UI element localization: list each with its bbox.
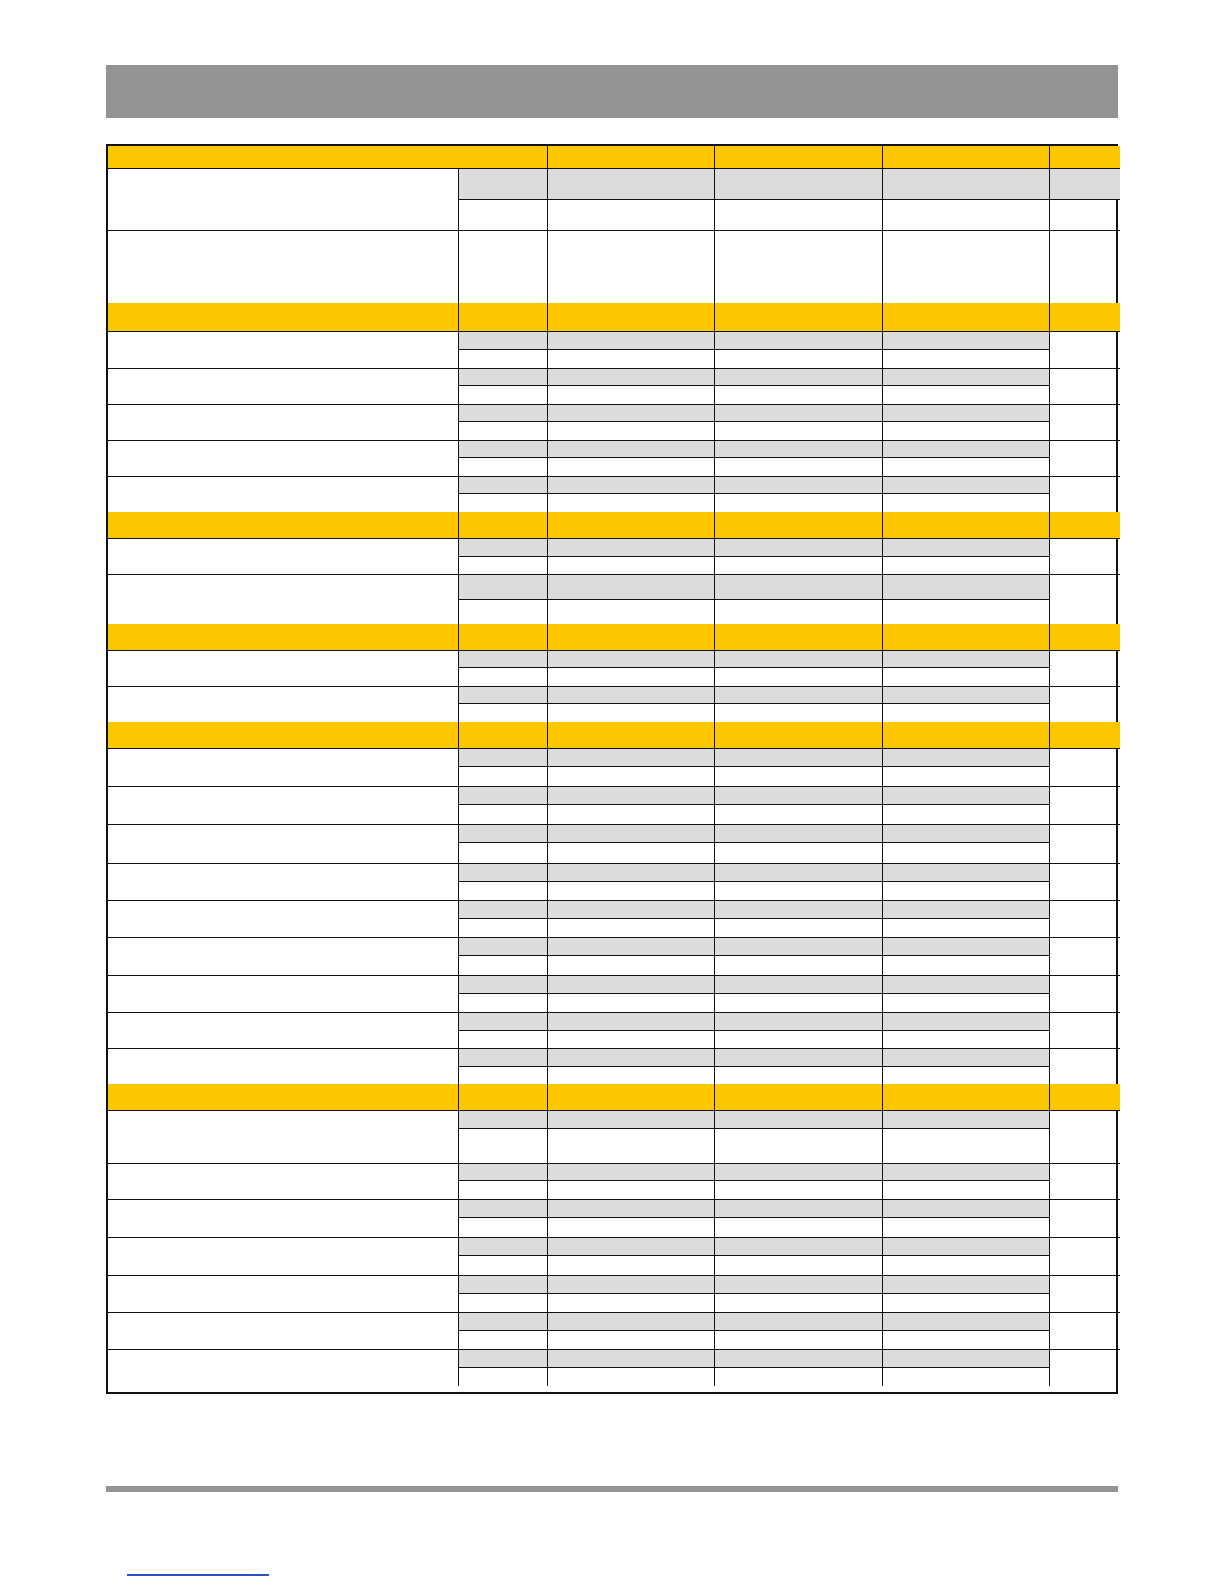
cell-divider: [1049, 863, 1050, 900]
cell-divider: [882, 538, 883, 574]
cell-divider: [882, 331, 883, 368]
header-divider: [1049, 512, 1050, 538]
section-header-4: [108, 624, 1120, 650]
cell-divider: [714, 824, 715, 863]
cell-divider: [547, 1163, 548, 1199]
header-divider: [1049, 146, 1050, 168]
cell-divider: [882, 748, 883, 786]
cell-divider: [714, 538, 715, 574]
header-divider: [1049, 1084, 1050, 1110]
cell-divider: [1049, 331, 1050, 368]
cell-divider: [714, 331, 715, 368]
cell-divider: [1049, 686, 1050, 722]
header-divider: [714, 722, 715, 748]
cell-divider: [882, 168, 883, 230]
cell-divider: [882, 1349, 883, 1386]
cell-divider: [1049, 1237, 1050, 1275]
cell-divider: [882, 1275, 883, 1312]
header-divider: [1049, 624, 1050, 650]
cell-divider: [547, 1237, 548, 1275]
cell-divider: [714, 1237, 715, 1275]
header-divider: [714, 146, 715, 168]
cell-divider: [714, 1163, 715, 1199]
header-divider: [882, 1084, 883, 1110]
cell-divider: [458, 1012, 459, 1048]
cell-divider: [458, 1110, 459, 1163]
section-header-1: [108, 146, 1120, 168]
cell-divider: [1049, 230, 1050, 303]
cell-divider: [547, 900, 548, 937]
row-label-6-5: [112, 1277, 454, 1310]
cell-divider: [458, 230, 459, 303]
cell-divider: [458, 1237, 459, 1275]
cell-divider: [547, 748, 548, 786]
row-label-5-7: [112, 977, 454, 1010]
section-header-2: [108, 303, 1120, 331]
row-bottom-rule: [108, 230, 1120, 231]
cell-divider: [547, 786, 548, 824]
cell-divider: [714, 168, 715, 230]
cell-divider: [882, 900, 883, 937]
cell-divider: [458, 476, 459, 512]
cell-divider: [1049, 1275, 1050, 1312]
cell-divider: [882, 975, 883, 1012]
cell-divider: [458, 1312, 459, 1349]
row-label-6-2: [112, 1165, 454, 1197]
cell-divider: [547, 975, 548, 1012]
cell-divider: [714, 368, 715, 404]
footer-divider: [106, 1486, 1118, 1492]
cell-divider: [458, 331, 459, 368]
cell-divider: [547, 538, 548, 574]
section-header-6: [108, 1084, 1120, 1110]
cell-divider: [458, 1199, 459, 1237]
cell-divider: [882, 1312, 883, 1349]
cell-divider: [714, 650, 715, 686]
cell-divider: [458, 786, 459, 824]
cell-divider: [547, 937, 548, 975]
cell-divider: [1049, 368, 1050, 404]
row-label-5-3: [112, 826, 454, 861]
header-divider: [547, 303, 548, 331]
cell-divider: [1049, 476, 1050, 512]
cell-divider: [714, 863, 715, 900]
cell-divider: [1049, 168, 1050, 230]
cell-divider: [547, 574, 548, 624]
cell-divider: [547, 1275, 548, 1312]
cell-divider: [714, 440, 715, 476]
cell-divider: [1049, 824, 1050, 863]
header-divider: [458, 303, 459, 331]
cell-divider: [882, 824, 883, 863]
row-label-5-4: [112, 865, 454, 898]
cell-divider: [458, 368, 459, 404]
cell-divider: [458, 863, 459, 900]
cell-divider: [714, 1110, 715, 1163]
header-divider: [547, 624, 548, 650]
cell-divider: [882, 1163, 883, 1199]
cell-divider: [458, 1163, 459, 1199]
cell-divider: [458, 650, 459, 686]
header-divider: [547, 1084, 548, 1110]
cell-divider: [547, 1110, 548, 1163]
cell-divider: [714, 1275, 715, 1312]
row-label-2-2: [112, 370, 454, 402]
row-label-3-2: [112, 576, 454, 622]
cell-divider: [458, 440, 459, 476]
row-shaded-band: [458, 169, 1120, 199]
section-header-3: [108, 512, 1120, 538]
cell-divider: [1049, 1048, 1050, 1084]
cell-divider: [1049, 1199, 1050, 1237]
row-label-1-1: [112, 170, 454, 228]
cell-divider: [882, 230, 883, 303]
header-divider: [1049, 722, 1050, 748]
cell-divider: [1049, 574, 1050, 624]
footer-link[interactable]: [127, 1574, 269, 1576]
row-mid-rule: [458, 199, 1120, 200]
row-label-6-7: [112, 1351, 454, 1384]
cell-divider: [547, 1048, 548, 1084]
cell-divider: [714, 230, 715, 303]
cell-divider: [547, 824, 548, 863]
cell-divider: [547, 863, 548, 900]
header-divider: [882, 722, 883, 748]
header-divider: [547, 512, 548, 538]
cell-divider: [1049, 440, 1050, 476]
header-divider: [882, 303, 883, 331]
cell-divider: [882, 1199, 883, 1237]
cell-divider: [547, 1012, 548, 1048]
cell-divider: [1049, 900, 1050, 937]
row-label-2-5: [112, 478, 454, 510]
cell-divider: [882, 650, 883, 686]
header-divider: [547, 722, 548, 748]
row-label-6-3: [112, 1201, 454, 1235]
cell-divider: [458, 748, 459, 786]
row-label-6-6: [112, 1314, 454, 1347]
row-label-5-5: [112, 902, 454, 935]
cell-divider: [1049, 786, 1050, 824]
row-label-4-1: [112, 652, 454, 684]
spec-table: [106, 144, 1118, 1394]
header-divider: [882, 624, 883, 650]
cell-divider: [458, 1048, 459, 1084]
cell-divider: [882, 368, 883, 404]
header-divider: [547, 146, 548, 168]
cell-divider: [714, 900, 715, 937]
cell-divider: [882, 574, 883, 624]
row-label-5-9: [112, 1050, 454, 1082]
cell-divider: [547, 650, 548, 686]
header-divider: [714, 303, 715, 331]
header-divider: [882, 512, 883, 538]
cell-divider: [714, 937, 715, 975]
cell-divider: [1049, 1163, 1050, 1199]
cell-divider: [458, 1349, 459, 1386]
header-divider: [714, 624, 715, 650]
cell-divider: [714, 1199, 715, 1237]
cell-divider: [547, 1312, 548, 1349]
cell-divider: [547, 331, 548, 368]
cell-divider: [714, 574, 715, 624]
row-label-5-6: [112, 939, 454, 973]
cell-divider: [547, 168, 548, 230]
header-divider: [882, 146, 883, 168]
cell-divider: [547, 368, 548, 404]
header-divider: [458, 1084, 459, 1110]
row-label-1-2: [112, 232, 454, 301]
cell-divider: [1049, 1110, 1050, 1163]
row-label-5-1: [112, 750, 454, 784]
header-divider: [714, 1084, 715, 1110]
cell-divider: [547, 440, 548, 476]
cell-divider: [458, 686, 459, 722]
cell-divider: [1049, 1312, 1050, 1349]
row-label-6-1: [112, 1112, 454, 1161]
cell-divider: [882, 1110, 883, 1163]
header-divider: [714, 512, 715, 538]
row-label-4-2: [112, 688, 454, 720]
cell-divider: [1049, 937, 1050, 975]
cell-divider: [714, 975, 715, 1012]
cell-divider: [882, 786, 883, 824]
cell-divider: [714, 786, 715, 824]
cell-divider: [714, 404, 715, 440]
section-header-5: [108, 722, 1120, 748]
cell-divider: [714, 476, 715, 512]
cell-divider: [547, 1349, 548, 1386]
cell-divider: [882, 1237, 883, 1275]
cell-divider: [714, 1012, 715, 1048]
cell-divider: [882, 686, 883, 722]
row-label-2-3: [112, 406, 454, 438]
cell-divider: [714, 686, 715, 722]
cell-divider: [882, 937, 883, 975]
row-label-2-4: [112, 442, 454, 474]
cell-divider: [458, 168, 459, 230]
cell-divider: [547, 476, 548, 512]
cell-divider: [1049, 538, 1050, 574]
cell-divider: [547, 404, 548, 440]
header-divider: [458, 512, 459, 538]
cell-divider: [547, 1199, 548, 1237]
page-header-bar: [106, 65, 1118, 118]
cell-divider: [458, 975, 459, 1012]
row-label-5-2: [112, 788, 454, 822]
cell-divider: [458, 574, 459, 624]
cell-divider: [458, 900, 459, 937]
cell-divider: [882, 476, 883, 512]
cell-divider: [458, 824, 459, 863]
cell-divider: [458, 404, 459, 440]
cell-divider: [882, 404, 883, 440]
cell-divider: [458, 937, 459, 975]
cell-divider: [714, 1048, 715, 1084]
header-divider: [458, 624, 459, 650]
row-label-5-8: [112, 1014, 454, 1046]
cell-divider: [714, 1312, 715, 1349]
cell-divider: [547, 686, 548, 722]
header-divider: [458, 722, 459, 748]
cell-divider: [458, 1275, 459, 1312]
cell-divider: [1049, 1012, 1050, 1048]
cell-divider: [1049, 975, 1050, 1012]
row-label-6-4: [112, 1239, 454, 1273]
cell-divider: [1049, 404, 1050, 440]
cell-divider: [1049, 650, 1050, 686]
cell-divider: [458, 538, 459, 574]
cell-divider: [1049, 748, 1050, 786]
cell-divider: [1049, 1349, 1050, 1386]
cell-divider: [714, 1349, 715, 1386]
header-divider: [1049, 303, 1050, 331]
cell-divider: [882, 1048, 883, 1084]
cell-divider: [547, 230, 548, 303]
cell-divider: [882, 863, 883, 900]
row-label-3-1: [112, 540, 454, 572]
cell-divider: [882, 1012, 883, 1048]
cell-divider: [882, 440, 883, 476]
cell-divider: [714, 748, 715, 786]
row-label-2-1: [112, 333, 454, 366]
